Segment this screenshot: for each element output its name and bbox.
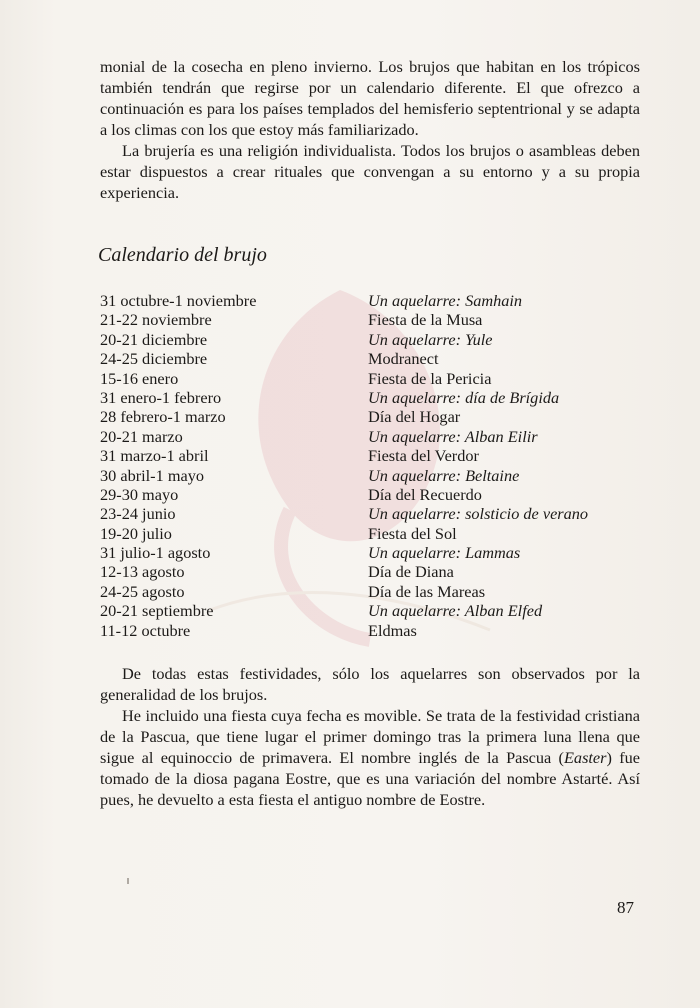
easter-word: Easter xyxy=(563,748,607,767)
calendar-row xyxy=(100,407,640,426)
calendar-date: 20-21 marzo xyxy=(100,426,183,446)
calendar-date: 23-24 junio xyxy=(100,504,176,524)
print-speck xyxy=(127,878,129,884)
calendar-date: 31 enero-1 febrero xyxy=(100,387,222,407)
calendar-row xyxy=(100,582,640,601)
calendar-date: 31 julio-1 agosto xyxy=(100,543,211,563)
calendar-row xyxy=(100,291,640,310)
calendar-date: 21-22 noviembre xyxy=(100,310,212,330)
calendar-event: Modranect xyxy=(368,349,439,369)
calendar-row xyxy=(100,427,640,446)
calendar-event: Día de Diana xyxy=(368,562,454,582)
calendar-row xyxy=(100,369,640,388)
calendar-row xyxy=(100,310,640,329)
calendar-date: 12-13 agosto xyxy=(100,562,185,582)
calendar-row xyxy=(100,446,640,465)
closing-text-part: ) fue tomado de la diosa pagana Eostre, que es una variación del nombre Astarté. Así pues, he devuelto a esta fiesta el antiguo nombre de Eostre. xyxy=(100,748,640,809)
calendar-row xyxy=(100,524,640,543)
calendar-row xyxy=(100,330,640,349)
calendar-event: Un aquelarre: Samhain xyxy=(368,291,523,310)
calendar-date: 28 febrero-1 marzo xyxy=(100,407,226,427)
calendar-event: Día del Hogar xyxy=(368,407,461,427)
calendar-event: Eldmas xyxy=(368,620,417,640)
calendar-event: Día del Recuerdo xyxy=(368,484,482,504)
calendar-date: 30 abril-1 mayo xyxy=(100,465,204,485)
calendar-event: Un aquelarre: Alban Eilir xyxy=(368,426,538,446)
calendar-event: Fiesta del Verdor xyxy=(368,446,479,466)
calendar-row xyxy=(100,466,640,485)
closing-text-part: He incluido una fiesta cuya fecha es movible. Se trata de la festividad cristiana de la Pascua, que tiene lugar el primer domingo tras la primera luna llena que sigue al equinoccio de primavera. El nombre inglés de la Pascua ( xyxy=(100,706,640,767)
calendar-event: Un aquelarre: Lammas xyxy=(368,543,521,563)
calendar-date: 24-25 agosto xyxy=(100,581,185,601)
calendar-row xyxy=(100,504,640,523)
calendar-row xyxy=(100,485,640,504)
calendar-event: Fiesta de la Pericia xyxy=(368,368,492,388)
section-heading: Calendario del brujo xyxy=(98,244,267,266)
calendar-event: Fiesta del Sol xyxy=(368,523,457,543)
calendar-row xyxy=(100,601,640,620)
intro-paragraph-2: La brujería es una religión individualista. Todos los brujos o asambleas deben estar dispuestos a crear rituales que convengan a su entorno y a su propia experiencia. xyxy=(100,141,640,202)
calendar-row xyxy=(100,621,640,640)
calendar-date: 24-25 diciembre xyxy=(100,349,208,369)
calendar-event: Un aquelarre: Beltaine xyxy=(368,465,520,485)
calendar-date: 11-12 octubre xyxy=(100,620,191,640)
calendar-date: 31 octubre-1 noviembre xyxy=(100,291,257,310)
witch-calendar-list xyxy=(100,291,640,640)
calendar-date: 19-20 julio xyxy=(100,523,172,543)
calendar-row xyxy=(100,562,640,581)
calendar-date: 15-16 enero xyxy=(100,368,179,388)
calendar-row xyxy=(100,388,640,407)
calendar-event: Un aquelarre: solsticio de verano xyxy=(368,504,589,524)
intro-paragraph-1: monial de la cosecha en pleno invierno. Los brujos que habitan en los trópicos también tendrán que regirse por un calendario diferente. El que ofrezco a continuación es para los países templados del hemisferio septentrional y se adapta a los climas con los que estoy más familiarizado. xyxy=(100,57,640,139)
calendar-date: 31 marzo-1 abril xyxy=(100,446,209,466)
closing-text xyxy=(100,663,640,810)
calendar-date: 29-30 mayo xyxy=(100,484,179,504)
calendar-row xyxy=(100,543,640,562)
calendar-event: Día de las Mareas xyxy=(368,581,486,601)
calendar-date: 20-21 diciembre xyxy=(100,329,208,349)
calendar-row xyxy=(100,349,640,368)
calendar-event: Fiesta de la Musa xyxy=(368,310,483,330)
intro-text xyxy=(100,56,640,203)
calendar-event: Un aquelarre: Alban Elfed xyxy=(368,601,543,621)
calendar-date: 20-21 septiembre xyxy=(100,601,214,621)
closing-paragraph-1: De todas estas festividades, sólo los aquelarres son observados por la generalidad de los brujos. xyxy=(100,664,640,704)
calendar-event: Un aquelarre: día de Brígida xyxy=(368,387,560,407)
page-number: 87 xyxy=(617,898,634,917)
calendar-event: Un aquelarre: Yule xyxy=(368,329,493,349)
closing-paragraph-2 xyxy=(100,705,640,810)
